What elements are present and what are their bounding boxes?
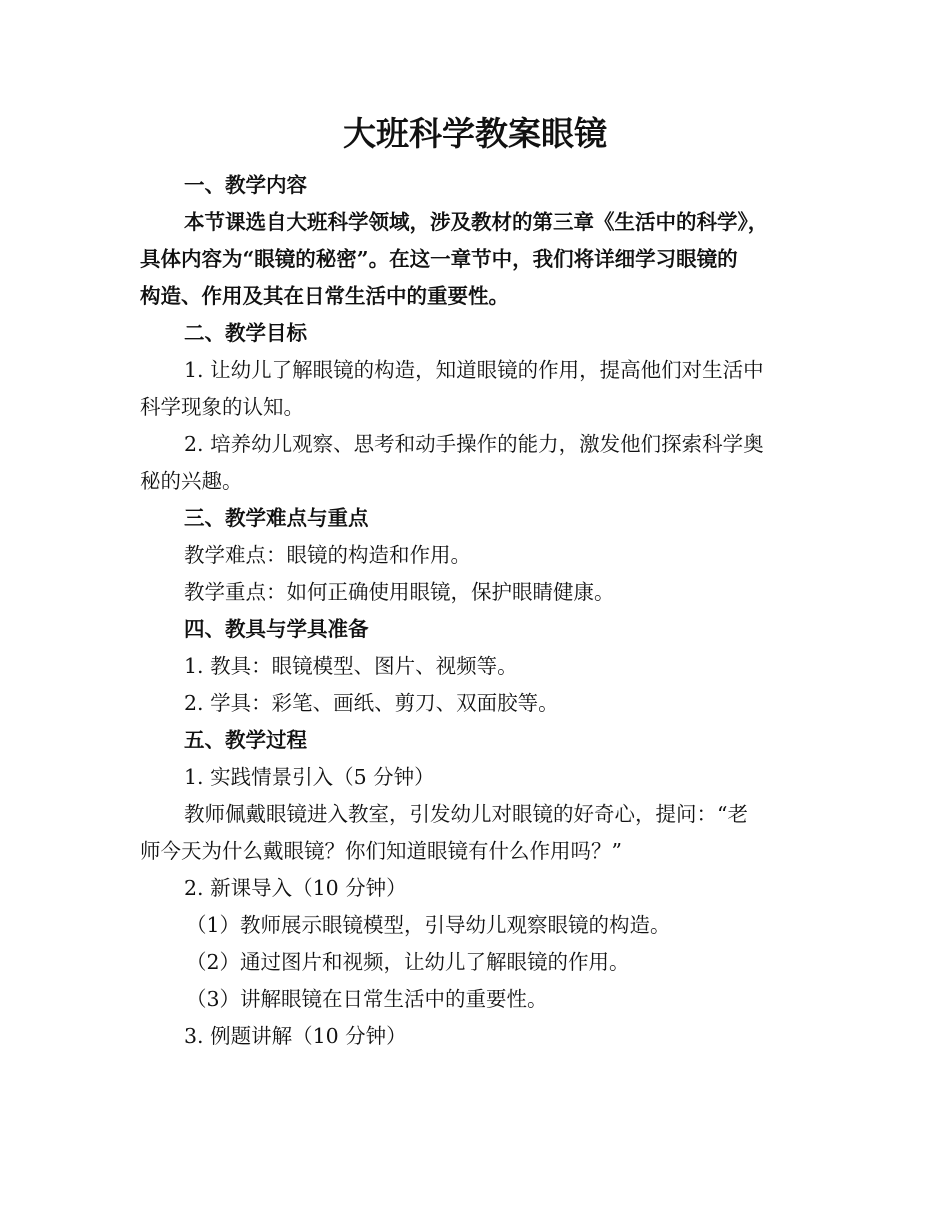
paragraph-line: 教师佩戴眼镜进入教室，引发幼儿对眼镜的好奇心，提问：“老: [184, 802, 748, 826]
paragraph-line: 科学现象的认知。: [140, 395, 304, 419]
paragraph-line: 构造、作用及其在日常生活中的重要性。: [140, 284, 509, 308]
paragraph-line: （2）通过图片和视频，让幼儿了解眼镜的作用。: [186, 950, 630, 974]
section-heading: 一、教学内容: [184, 173, 307, 197]
paragraph-line: （1）教师展示眼镜模型，引导幼儿观察眼镜的构造。: [186, 913, 671, 937]
paragraph-line: 师今天为什么戴眼镜？你们知道眼镜有什么作用吗？”: [140, 839, 622, 863]
paragraph-line: 具体内容为“眼镜的秘密”。在这一章节中，我们将详细学习眼镜的: [140, 247, 738, 271]
paragraph-line: 教学难点：眼镜的构造和作用。: [184, 543, 471, 567]
section-heading: 五、教学过程: [184, 728, 307, 752]
document-title: 大班科学教案眼镜: [343, 114, 607, 153]
paragraph-line: 1. 实践情景引入（5 分钟）: [184, 765, 435, 789]
paragraph-line: 秘的兴趣。: [140, 469, 243, 493]
paragraph-line: （3）讲解眼镜在日常生活中的重要性。: [186, 987, 548, 1011]
paragraph-line: 本节课选自大班科学领域，涉及教材的第三章《生活中的科学》，: [184, 210, 769, 234]
paragraph-line: 2. 新课导入（10 分钟）: [184, 876, 407, 900]
section-heading: 三、教学难点与重点: [184, 506, 369, 530]
paragraph-line: 教学重点：如何正确使用眼镜，保护眼睛健康。: [184, 580, 615, 604]
paragraph-line: 2. 学具：彩笔、画纸、剪刀、双面胶等。: [184, 691, 559, 715]
paragraph-line: 3. 例题讲解（10 分钟）: [184, 1024, 407, 1048]
paragraph-line: 1. 教具：眼镜模型、图片、视频等。: [184, 654, 518, 678]
section-heading: 四、教具与学具准备: [184, 617, 369, 641]
paragraph-line: 1. 让幼儿了解眼镜的构造，知道眼镜的作用，提高他们对生活中: [184, 358, 764, 382]
paragraph-line: 2. 培养幼儿观察、思考和动手操作的能力，激发他们探索科学奥: [184, 432, 764, 456]
section-heading: 二、教学目标: [184, 321, 307, 345]
